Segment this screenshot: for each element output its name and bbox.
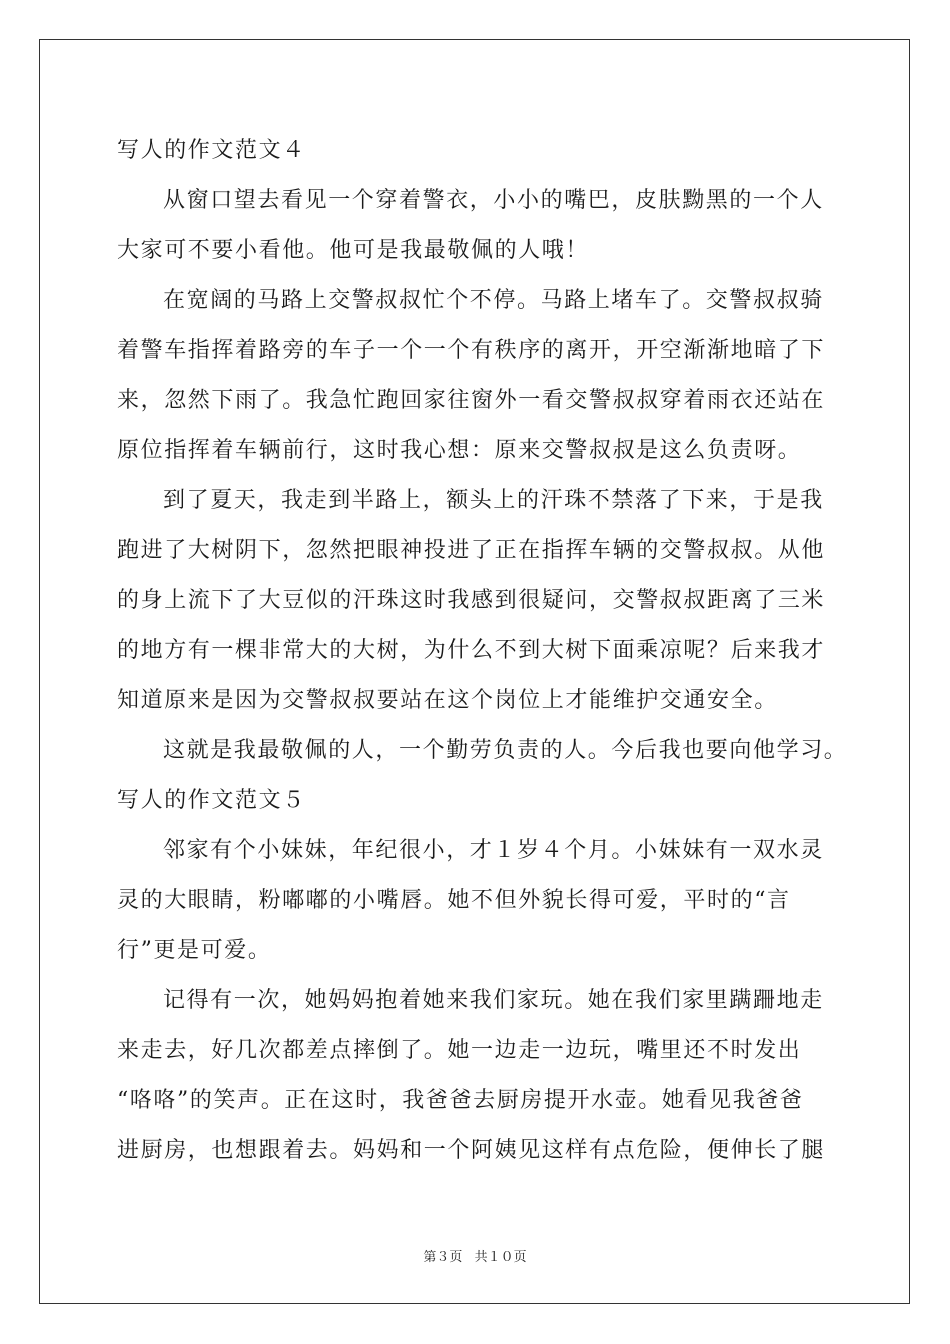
text-line: 灵的大眼睛，粉嘟嘟的小嘴唇。她不但外貌长得可爱，平时的“言 — [117, 888, 791, 913]
text-line: 到了夏天，我走到半路上，额头上的汗珠不禁落了下来，于是我 — [163, 488, 824, 513]
text-line: 原位指挥着车辆前行，这时我心想：原来交警叔叔是这么负责呀。 — [117, 438, 802, 463]
text-line: 从窗口望去看见一个穿着警衣，小小的嘴巴，皮肤黝黑的一个人 — [163, 188, 824, 213]
text-line: 来走去，好几次都差点摔倒了。她一边走一边玩，嘴里还不时发出 — [117, 1038, 802, 1063]
text-line: 的地方有一棵非常大的大树，为什么不到大树下面乘凉呢？后来我才 — [117, 638, 826, 663]
text-line: 知道原来是因为交警叔叔要站在这个岗位上才能维护交通安全。 — [117, 688, 778, 713]
text-line: “咯咯”的笑声。正在这时，我爸爸去厨房提开水壶。她看见我爸爸 — [117, 1088, 804, 1113]
text-line: 在宽阔的马路上交警叔叔忙个不停。马路上堵车了。交警叔叔骑 — [163, 288, 824, 313]
text-line: 着警车指挥着路旁的车子一个一个有秩序的离开，开空渐渐地暗了下 — [117, 338, 826, 363]
heading-essay-5: 写人的作文范文５ — [117, 788, 306, 813]
text-line: 进厨房，也想跟着去。妈妈和一个阿姨见这样有点危险，便伸长了腿 — [117, 1138, 826, 1163]
text-line: 来，忽然下雨了。我急忙跑回家往窗外一看交警叔叔穿着雨衣还站在 — [117, 388, 826, 413]
document-body — [117, 126, 848, 1176]
text-line: 的身上流下了大豆似的汗珠这时我感到很疑问，交警叔叔距离了三米 — [117, 588, 826, 613]
text-line: 记得有一次，她妈妈抱着她来我们家玩。她在我们家里蹒跚地走 — [163, 988, 824, 1013]
page-total: 共１０页 — [474, 1250, 527, 1265]
page-footer — [0, 1246, 950, 1265]
text-line: 行”更是可爱。 — [117, 938, 272, 963]
text-line: 邻家有个小妹妹，年纪很小，才１岁４个月。小妹妹有一双水灵 — [163, 838, 824, 863]
text-line: 跑进了大树阴下，忽然把眼神投进了正在指挥车辆的交警叔叔。从他 — [117, 538, 826, 563]
heading-essay-4: 写人的作文范文４ — [117, 138, 306, 163]
page-number: 第３页 — [423, 1250, 463, 1265]
text-line: 这就是我最敬佩的人，一个勤劳负责的人。今后我也要向他学习。 — [163, 738, 848, 763]
text-line: 大家可不要小看他。他可是我最敬佩的人哦！ — [117, 238, 590, 263]
